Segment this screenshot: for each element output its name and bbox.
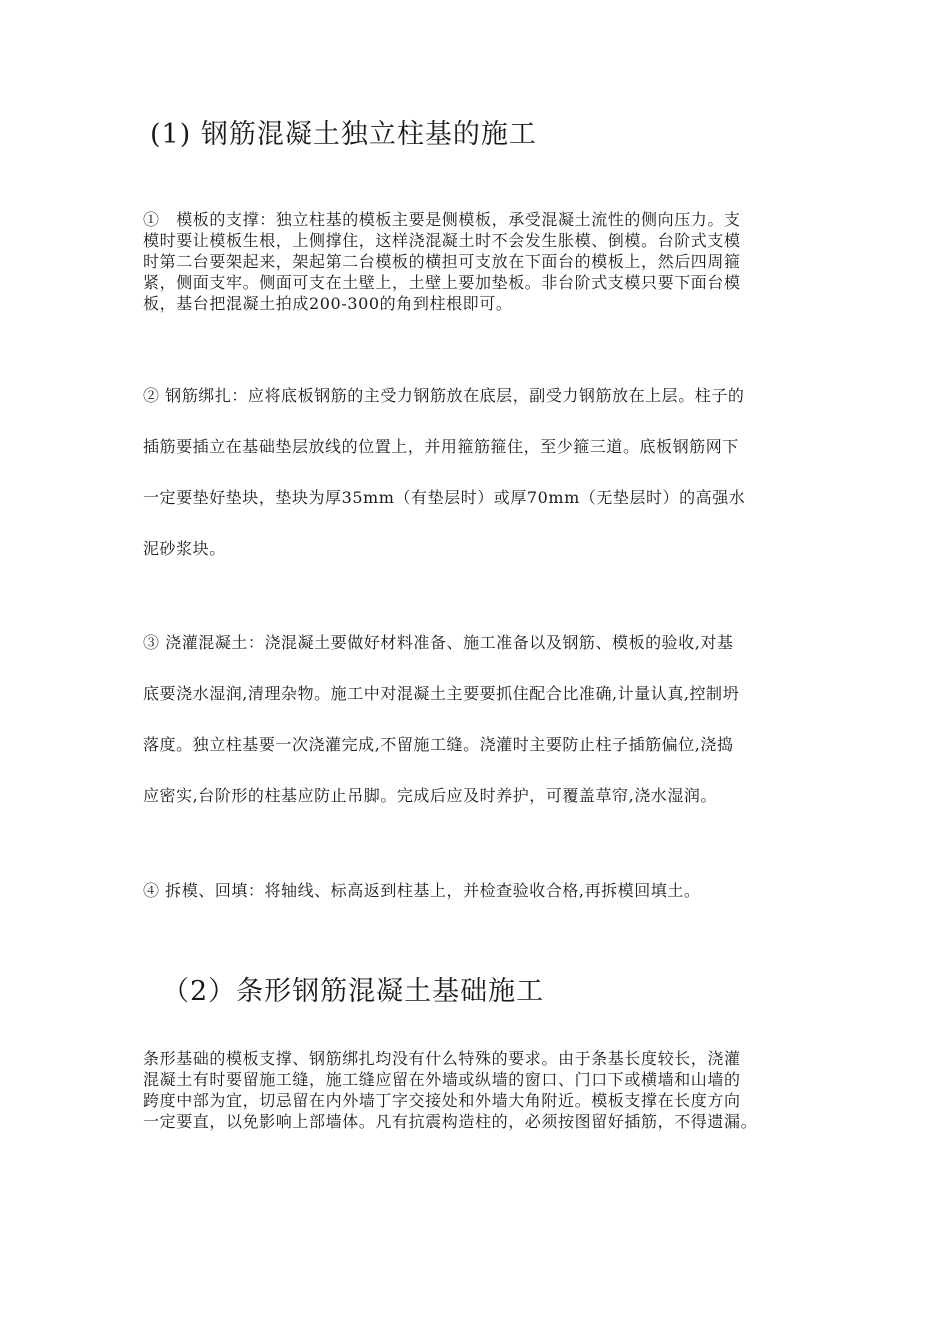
- paragraph-line: 混凝土有时要留施工缝，施工缝应留在外墙或纵墙的窗口、门口下或横墙和山墙的: [143, 1070, 741, 1089]
- section-1-heading: (1) 钢筋混凝土独立柱基的施工: [150, 119, 537, 150]
- item-4-formwork-removal-paragraph: [143, 879, 811, 930]
- section-2-heading: （2）条形钢筋混凝土基础施工: [162, 976, 545, 1007]
- paragraph-line: 底要浇水湿润,清理杂物。施工中对混凝土主要要抓住配合比准确,计量认真,控制坍: [143, 684, 740, 703]
- paragraph-line: ② 钢筋绑扎：应将底板钢筋的主受力钢筋放在底层，副受力钢筋放在上层。柱子的: [143, 386, 745, 405]
- paragraph-line: 紧，侧面支牢。侧面可支在土壁上，土壁上要加垫板。非台阶式支模只要下面台模: [143, 273, 741, 292]
- paragraph-line: 落度。独立柱基要一次浇灌完成,不留施工缝。浇灌时主要防止柱子插筋偏位,浇捣: [143, 735, 734, 754]
- item-3-concrete-pouring-paragraph: [143, 631, 811, 835]
- paragraph-line: 板，基台把混凝土拍成200-300的角到柱根即可。: [143, 294, 513, 313]
- paragraph-line: ③ 浇灌混凝土：浇混凝土要做好材料准备、施工准备以及钢筋、模板的验收,对基: [143, 633, 734, 652]
- paragraph-line: 一定要直，以免影响上部墙体。凡有抗震构造柱的，必须按图留好插筋，不得遗漏。: [143, 1112, 758, 1131]
- paragraph-line: 条形基础的模板支撑、钢筋绑扎均没有什么特殊的要求。由于条基长度较长，浇灌: [143, 1049, 741, 1068]
- paragraph-line: 一定要垫好垫块，垫块为厚35mm（有垫层时）或厚70mm（无垫层时）的高强水: [143, 488, 746, 507]
- paragraph-line: ① 模板的支撑：独立柱基的模板主要是侧模板，承受混凝土流性的侧向压力。支: [143, 210, 741, 229]
- paragraph-line: 跨度中部为宜，切忌留在内外墙丁字交接处和外墙大角附近。模板支撑在长度方向: [143, 1091, 741, 1110]
- paragraph-line: 模时要让模板生根，上侧撑住，这样浇混凝土时不会发生胀模、倒模。台阶式支模: [143, 231, 741, 250]
- paragraph-line: 应密实,台阶形的柱基应防止吊脚。完成后应及时养护，可覆盖草帘,浇水湿润。: [143, 786, 717, 805]
- item-1-formwork-paragraph: [143, 209, 811, 314]
- paragraph-line: 时第二台要架起来，架起第二台模板的横担可支放在下面台的模板上，然后四周箍: [143, 252, 741, 271]
- paragraph-line: 泥砂浆块。: [143, 539, 226, 558]
- strip-foundation-paragraph: [143, 1048, 811, 1132]
- paragraph-line: 插筋要插立在基础垫层放线的位置上，并用箍筋箍住，至少箍三道。底板钢筋网下: [143, 437, 739, 456]
- item-2-rebar-paragraph: [143, 384, 811, 588]
- paragraph-line: ④ 拆模、回填：将轴线、标高返到柱基上，并检查验收合格,再拆模回填土。: [143, 881, 701, 900]
